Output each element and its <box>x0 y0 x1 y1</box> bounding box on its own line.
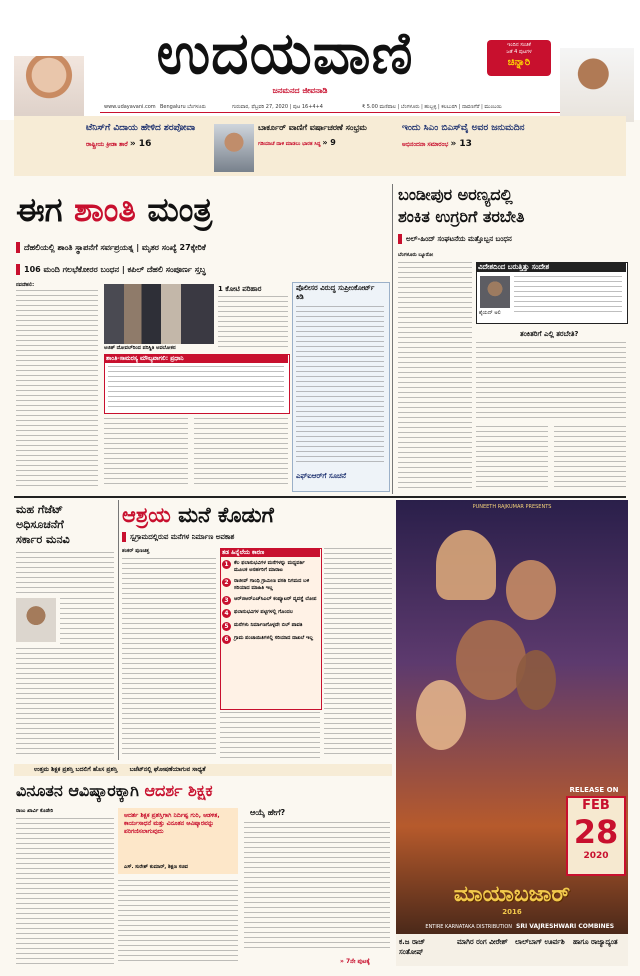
strip-right: ಬಜೆಟ್‌ನಲ್ಲಿ ಘೋಷಣೆಯಾಗುವ ಸಾಧ್ಯತೆ <box>129 766 206 773</box>
reason-text: ಕೆಲ ಫಲಾನುಭವಿಗಳ ಮನೆಗಳನ್ನು ಮಧ್ಯವರ್ತಿ ಮೂಲಕ ಅನರ್ಹರಿಗೆ ಮಾರಾಟ <box>234 560 305 573</box>
bandipur-byline: ಬೆಂಗಳೂರು ಬ್ಯೂರೋ <box>398 252 434 258</box>
masthead-tagline: ಜನಮನದ ಜೀವನಾಡಿ <box>272 86 328 95</box>
ad-release-card <box>566 796 626 876</box>
bandipur-headline-1: ಬಂಡೀಪುರ ಅರಣ್ಯದಲ್ಲಿ <box>398 185 513 204</box>
reason-text: ರಾಜೀವ್ ಗಾಂಧಿ ಗ್ರಾಮೀಣ ವಸತಿ ನಿಗಮದ ಬಳಿ ಸರಿಯಾದ ಮಾಹಿತಿ ಇಲ್ಲ <box>234 578 310 591</box>
reasons-box-title: ತಡ ಹಿನ್ನೆಲೆಯ ಕಾರಣ <box>220 548 320 557</box>
ad-character-2 <box>506 560 556 620</box>
reason-item <box>222 578 318 592</box>
reason-number: 3 <box>222 596 231 605</box>
price: ₹ 5.00 ಮಣಿಪಾಲ | ಬೆಂಗಳೂರು | ಹುಬ್ಬಳ್ಳಿ | ಕಲಬುರಗಿ | ದಾವಣಗೆರೆ | ಮುಂಬಯಿ <box>362 104 502 110</box>
badge-line1: ಇಂದಿನ ಸಂಚಿಕೆ <box>507 42 531 48</box>
lead-deck-2: 106 ಮಂದಿ ಗಲಭೆಕೋರರ ಬಂಧನ | ಕಪಿಲ್ ದೆಹಲಿ ಸಂಪೂರ್ಣ ಸ್ತಬ್ಧ <box>16 264 396 275</box>
teacher-strip <box>14 764 392 776</box>
lead-col-1-text <box>16 290 98 488</box>
bandipur-question: ತಂಕಿತರಿಗೆ ಎಲ್ಲಿ ತರಬೇತಿ? <box>520 330 579 338</box>
mid-rule <box>14 496 626 498</box>
mayabazar-ad[interactable] <box>396 500 628 966</box>
ad-character-5 <box>516 650 556 710</box>
reason-number: 5 <box>222 622 231 631</box>
suspect-name: ಶೈಯದ್ ಅಲಿ <box>479 310 501 316</box>
badge-line2: ಜತೆ 4 ಪುಟಗಳ <box>506 49 532 55</box>
reason-number: 2 <box>222 578 231 587</box>
ad-character-1 <box>436 530 496 600</box>
teacher-col-1-text <box>16 818 114 964</box>
ad-character-4 <box>416 680 466 750</box>
maha-text-3 <box>16 648 114 758</box>
bandipur-box-text <box>514 276 622 316</box>
box-supreme-court-text <box>296 306 384 466</box>
box-compensation-text <box>218 296 288 348</box>
yediyurappa-photo <box>560 48 634 122</box>
theatre-4: ಹಾಗೂ ರಾಜ್ಯಾದ್ಯಂತ <box>573 938 618 946</box>
ashraya-headline-1: ಆಶ್ರಯ <box>122 502 171 527</box>
continued-link[interactable]: » 7ನೇ ಪುಟಕ್ಕೆ <box>340 958 370 965</box>
teaser-2-sub: ಗಡಿಯಾಚೆ ದಾಳಿ ಮಾಡಲು ಭಾರತ ಸಿದ್ಧ <box>258 141 321 147</box>
teacher-headline-prefix: ವಿನೂತನ ಆವಿಷ್ಕಾರಕ್ಕಾಗಿ <box>16 781 139 800</box>
teaser-1[interactable] <box>86 122 212 174</box>
teaser-3-title: ಇಂದು ಸಿಎಂ ಬಿಎಸ್‌ವೈ ಅವರ ಜನುಮದಿನ <box>402 123 525 133</box>
bandipur-col-3-text <box>476 426 548 488</box>
box-supreme-court-title: ಪೊಲೀಸರ ವಿರುದ್ಧ ಸುಪ್ರೀಂಕೋರ್ಟ್ ಕಿಡಿ <box>296 284 375 301</box>
lead-deck-1: ದೆಹಲಿಯಲ್ಲಿ ಶಾಂತಿ ಸ್ಥಾಪನೆಗೆ ಸರ್ವಪ್ರಯತ್ನ | ಮೃತರ ಸಂಖ್ಯೆ 27ಕ್ಕೇರಿಕೆ <box>16 242 396 253</box>
reason-item <box>222 560 318 574</box>
ad-distribution-label: ENTIRE KARNATAKA DISTRIBUTION <box>425 924 512 930</box>
ad-day: 28 <box>573 813 619 851</box>
ashraya-headline-2: ಮನೆ ಕೊಡುಗೆ <box>178 502 274 527</box>
lead-headline-red: ಶಾಂತಿ <box>74 190 136 229</box>
pm-box-text <box>108 366 284 408</box>
teaser-3-page: » 13 <box>450 139 472 149</box>
reason-item <box>222 635 318 644</box>
lead-headline <box>16 188 386 232</box>
teacher-headline-red: ಆದರ್ಶ ಶಿಕ್ಷಕ <box>144 781 213 800</box>
maha-text-1 <box>16 552 114 594</box>
bandipur-col-2-text <box>476 342 626 422</box>
badge-line3: ಚಿನ್ನಾರಿ <box>507 57 531 68</box>
reason-number: 1 <box>222 560 231 569</box>
ad-title: ಮಾಯಾಬಜಾರ್ <box>453 881 571 907</box>
maha-headline-1: ಮಹ ಗೆಜೆಟ್ <box>16 503 63 516</box>
teacher-col-2-text <box>118 880 238 964</box>
maha-headline <box>16 502 116 547</box>
box-compensation-title: 1 ಕೋಟಿ ಪರಿಹಾರ <box>218 285 262 293</box>
ad-year: 2020 <box>583 851 609 861</box>
lead-divider <box>392 184 393 494</box>
bandipur-headline-2: ಶಂಕಿತ ಉಗ್ರರಿಗೆ ತರಬೇತಿ <box>398 207 525 226</box>
reason-text: ಫಲಾನುಭವಿಗಳ ಪಟ್ಟಿಗಳಲ್ಲಿ ಗೊಂದಲ <box>234 609 293 615</box>
reason-item <box>222 622 318 631</box>
maha-photo <box>16 598 56 642</box>
teaser-1-page: » 16 <box>129 139 152 149</box>
box-fir-title: ಎಫ್‌ಐಆರ್‌ಗೆ ಸೂಚನೆ <box>296 472 347 480</box>
theatre-2: ಮಾಗಿರ ರಂಗ ವೀರೇಶ್ <box>457 938 508 946</box>
selection-title: ಆಯ್ಕೆ ಹೇಗೆ? <box>250 808 286 817</box>
reason-number: 4 <box>222 609 231 618</box>
lead-col-3-text <box>194 418 288 488</box>
ad-title-year: 2016 <box>502 908 522 916</box>
teacher-byline: ರಾಜು ಖಾರ್ವಿ ಕೊಡೇರಿ <box>16 808 54 814</box>
suspect-photo <box>480 276 510 308</box>
teaser-3[interactable] <box>402 122 552 174</box>
ad-presents: PUNEETH RAJKUMAR PRESENTS <box>472 504 552 510</box>
maha-divider <box>118 500 119 760</box>
lead-photo-caption: ಅಜಿತ್ ದೋವಲ್‌ರಿಂದ ಪರಿಸ್ಥಿತಿ ಅವಲೋಕನ <box>104 345 176 351</box>
ad-month: FEB <box>582 798 610 813</box>
bandipur-col-1-text <box>398 262 472 488</box>
ashraya-deck: ಸ್ವಗ್ರಾಮದಲ್ಲಿರುವ ಮನೆಗಳ ನಿರ್ಮಾಣ ಅವಕಾಶ <box>122 532 400 542</box>
reason-text: ಆರ್‌ಜಿಆರ್‌ಎಚ್‌ಸಿಎಲ್ ಕಂಪ್ಯೂಟರ್ ವ್ಯವಸ್ಥೆ ಲೋಪ <box>234 596 317 602</box>
teaser-1-sub: ರಾಷ್ಟ್ರೀಯ ಕ್ರೀಡಾ ತಾರೆ <box>86 141 128 148</box>
bandipur-deck: ಅಲ್-ಹಿಂದ್ ಸಂಘಟನೆಯ ಮತ್ತೊಬ್ಬನ ಬಂಧನ <box>398 234 632 244</box>
masthead-rule <box>100 112 560 113</box>
reason-number: 6 <box>222 635 231 644</box>
theatre-3: ಲಾಲ್‌ಬಾಗ್ ಊರ್ವಶಿ <box>515 938 565 946</box>
ad-character-3 <box>456 620 526 700</box>
lead-dateline: ನವದೆಹಲಿ: <box>16 282 35 288</box>
supplement-badge <box>487 40 551 76</box>
reason-item <box>222 596 318 605</box>
teaser-2-page: » 9 <box>322 138 336 147</box>
ashraya-byline: ಶಂಕರ್ ಪುಣಚಿತ್ತ <box>122 548 150 554</box>
ashraya-col-2-text <box>220 712 320 758</box>
ashraya-headline <box>122 500 392 530</box>
pm-box-title: ಶಾಂತಿ-ಸಾಮರಸ್ಯ ಮೌಲ್ಯವಾಗಲಿ: ಪ್ರಧಾನಿ <box>104 354 288 363</box>
quote-text: ಆದರ್ಶ ಶಿಕ್ಷಕ ಪ್ರಶಸ್ತಿಗಾಗಿ ನಿರ್ದಿಷ್ಟ ಗುರಿ, ಆಡಳಿತ, ಕಾರ್ಯಸಾಧನೆ ಮತ್ತು ವಿನೂತನ ಆವಿಷ್ಕಾರವನ್ನು ಪರಿಗಣಿಸಲಾಗುವುದು <box>124 812 220 835</box>
dateline: ಗುರುವಾರ, ಫೆಬ್ರವರಿ 27, 2020 | ಪುಟ 16+4+4 <box>232 104 323 110</box>
sharapova-photo <box>14 56 84 120</box>
lead-col-2-text <box>104 418 188 488</box>
ad-distributor: SRI VAJRESHWARI COMBINES <box>516 923 615 930</box>
lead-headline-suffix: ಮಂತ್ರ <box>147 190 213 229</box>
maha-headline-3: ಸರ್ಕಾರ ಮನವಿ <box>16 533 70 546</box>
teaser-2[interactable] <box>258 122 398 174</box>
website[interactable]: www.udayavani.com <box>104 104 156 110</box>
teaser-2-photo <box>214 124 254 172</box>
ashraya-col-1-text <box>122 558 216 758</box>
theatre-1: ಕ.ಜ ರಾಜ್ ಸಂತೋಷ್ <box>399 938 426 956</box>
teaser-2-title: ಬಾರ್ಕೂರ್ ವಾಣಿಗೆ ವರ್ಷಾಚರಣೆ ಸಂಭ್ರಮ <box>258 123 367 132</box>
reasons-list <box>222 560 318 648</box>
quote-by: ಎಸ್. ಸುರೇಶ್ ಕುಮಾರ್, ಶಿಕ್ಷಣ ಸಚಿವ <box>124 864 188 870</box>
reason-text: ಗ್ರಾಮ ಪಂಚಾಯಿತಿಗಳಲ್ಲಿ ಸರಿಯಾದ ದಾಖಲೆ ಇಲ್ಲ <box>234 635 314 641</box>
lead-headline-prefix: ಈಗ <box>16 190 63 229</box>
strip-left: ಉತ್ತಮ ಶಿಕ್ಷಕ ಪ್ರಶಸ್ತಿ ಬದಲಿಗೆ ಹೊಸ ಪ್ರಶಸ್ತಿ <box>34 766 118 773</box>
bandipur-col-4-text <box>554 426 626 488</box>
ad-theatres <box>396 934 628 966</box>
masthead-title: ಉದಯವಾಣಿ <box>156 19 414 87</box>
ad-release-label: RELEASE ON <box>569 786 619 794</box>
teaser-3-sub: ಅಭಿನಂದನಾ ಸಮಾರಂಭ <box>402 141 449 148</box>
selection-points <box>244 822 390 952</box>
maha-headline-2: ಅಧಿಸೂಚನೆಗೆ <box>16 518 64 531</box>
bandipur-headline <box>398 184 628 228</box>
maha-text-2 <box>60 598 114 646</box>
edition: Bengaluru ಬೆಂಗಳೂರು <box>160 104 206 110</box>
teacher-headline <box>16 780 392 802</box>
reason-item <box>222 609 318 618</box>
reason-text: ಮನೆಗಳು ನಿರ್ಮಾಣಗೊಳ್ಳದೇ ಬಿಲ್ ಪಾವತಿ <box>234 622 303 628</box>
bandipur-box-title: ವಿದೇಶದಿಂದ ಬರುತ್ತಿತ್ತು ಸಂದೇಶ <box>476 262 626 272</box>
lead-photo <box>104 284 214 344</box>
ashraya-col-3-text <box>324 548 392 758</box>
teaser-1-title: ಟೆನಿಸ್‌ಗೆ ವಿದಾಯ ಹೇಳಿದ ಶರಪೋವಾ <box>86 123 196 133</box>
